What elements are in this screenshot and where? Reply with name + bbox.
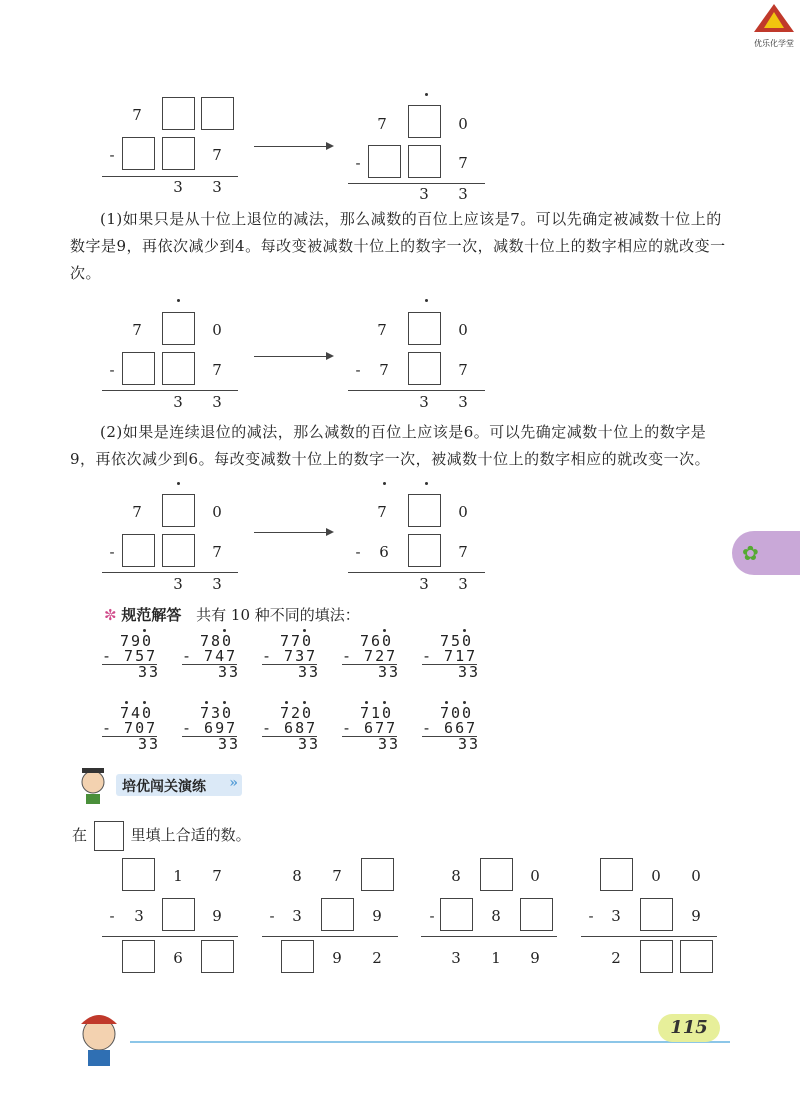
subtrahend: - 687 xyxy=(262,719,318,737)
carry-dot xyxy=(303,629,306,632)
blank-box[interactable] xyxy=(408,352,441,385)
explanation-2: (2)如果是连续退位的减法，那么减数的百位上应该是6。可以先确定减数十位上的数字是9，再依次减少到6。每改变减数十位上的数字一次，被减数十位上的数字相应的就改变一次。 xyxy=(70,423,711,468)
blank-box[interactable] xyxy=(408,312,441,345)
blank-box[interactable] xyxy=(122,352,155,385)
equation-line xyxy=(421,936,557,937)
carry-dot xyxy=(365,701,368,704)
subtrahend: - 697 xyxy=(182,719,238,737)
subtrahend: - 677 xyxy=(342,719,398,737)
minuend: 710 xyxy=(360,704,394,722)
blank-box[interactable] xyxy=(162,97,195,130)
logo-text: 优乐化学堂 xyxy=(754,39,794,48)
blank-box[interactable] xyxy=(122,137,155,170)
minuend: 720 xyxy=(280,704,314,722)
minuend: 700 xyxy=(440,704,474,722)
difference: 33 xyxy=(218,735,241,753)
minuend: 770 xyxy=(280,632,314,650)
difference: 33 xyxy=(378,663,401,681)
blank-box-sample xyxy=(94,821,124,851)
minuend: 790 xyxy=(120,632,154,650)
mascot-icon xyxy=(72,764,114,806)
subtrahend: - 727 xyxy=(342,647,398,665)
blank-box[interactable] xyxy=(520,898,553,931)
blank-box[interactable] xyxy=(640,940,673,973)
carry-dot xyxy=(223,629,226,632)
carry-dot xyxy=(425,93,428,96)
blank-box[interactable] xyxy=(640,898,673,931)
carry-dot xyxy=(383,701,386,704)
solution-item xyxy=(262,706,320,752)
carry-dot xyxy=(205,701,208,704)
blank-box[interactable] xyxy=(361,858,394,891)
difference: 33 xyxy=(458,663,481,681)
subtrahend: - 737 xyxy=(262,647,318,665)
solution-item xyxy=(182,634,240,680)
arrow xyxy=(254,356,332,357)
carry-dot xyxy=(285,701,288,704)
solution-item xyxy=(342,634,400,680)
difference: 33 xyxy=(218,663,241,681)
tab-icon: ✿ xyxy=(742,541,759,565)
difference: 33 xyxy=(378,735,401,753)
blank-box[interactable] xyxy=(162,534,195,567)
carry-dot xyxy=(425,482,428,485)
equation-line xyxy=(348,183,485,184)
publisher-logo xyxy=(752,2,796,46)
blank-box[interactable] xyxy=(408,145,441,178)
blank-box[interactable] xyxy=(162,494,195,527)
carry-dot xyxy=(383,629,386,632)
solution-item xyxy=(102,634,160,680)
minuend: 760 xyxy=(360,632,394,650)
difference: 33 xyxy=(138,735,161,753)
carry-dot xyxy=(177,299,180,302)
blank-box[interactable] xyxy=(122,940,155,973)
carry-dot xyxy=(463,629,466,632)
carry-dot xyxy=(425,299,428,302)
difference: 33 xyxy=(458,735,481,753)
minuend: 740 xyxy=(120,704,154,722)
answer-text: 共有 10 种不同的填法： xyxy=(196,606,360,624)
carry-dot xyxy=(125,701,128,704)
equation-line xyxy=(348,572,485,573)
chapter-tab xyxy=(732,531,800,575)
carry-dot xyxy=(143,629,146,632)
minuend: 730 xyxy=(200,704,234,722)
practice-label: 培优闯关演练 xyxy=(122,779,206,795)
difference: 33 xyxy=(138,663,161,681)
blank-box[interactable] xyxy=(321,898,354,931)
equation-line xyxy=(102,936,238,937)
blank-box[interactable] xyxy=(600,858,633,891)
equation-line xyxy=(262,936,398,937)
blank-box[interactable] xyxy=(201,940,234,973)
blank-box[interactable] xyxy=(162,898,195,931)
blank-box[interactable] xyxy=(680,940,713,973)
answer-heading xyxy=(104,604,360,625)
blank-box[interactable] xyxy=(162,312,195,345)
solution-item xyxy=(422,706,480,752)
solution-item xyxy=(102,706,160,752)
arrow xyxy=(254,146,332,147)
solution-item xyxy=(342,706,400,752)
carry-dot xyxy=(223,701,226,704)
subtrahend: - 667 xyxy=(422,719,478,737)
blank-box[interactable] xyxy=(408,534,441,567)
page-number: 115 xyxy=(658,1014,720,1042)
carry-dot xyxy=(383,482,386,485)
blank-box[interactable] xyxy=(201,97,234,130)
arrow xyxy=(254,532,332,533)
difference: 33 xyxy=(298,735,321,753)
blank-box[interactable] xyxy=(480,858,513,891)
solution-item xyxy=(182,706,240,752)
blank-box[interactable] xyxy=(122,858,155,891)
carry-dot xyxy=(445,701,448,704)
subtrahend: - 757 xyxy=(102,647,158,665)
practice-instruction: 在 里填上合适的数。 xyxy=(72,821,251,851)
solution-item xyxy=(422,634,480,680)
carry-dot xyxy=(463,701,466,704)
subtrahend: - 707 xyxy=(102,719,158,737)
footer-rule xyxy=(130,1041,730,1043)
flower-icon: ✼ xyxy=(104,606,117,624)
answer-label: 规范解答 xyxy=(121,606,182,624)
subtrahend: - 717 xyxy=(422,647,478,665)
equation-line xyxy=(102,572,238,573)
blank-box[interactable] xyxy=(162,137,195,170)
chevron-icon: » xyxy=(229,775,238,791)
minuend: 750 xyxy=(440,632,474,650)
equation-line xyxy=(102,176,238,177)
practice-banner xyxy=(116,774,242,796)
blank-box[interactable] xyxy=(162,352,195,385)
blank-box[interactable] xyxy=(368,145,401,178)
equation-line xyxy=(348,390,485,391)
carry-dot xyxy=(177,482,180,485)
blank-box[interactable] xyxy=(408,494,441,527)
carry-dot xyxy=(303,701,306,704)
blank-box[interactable] xyxy=(281,940,314,973)
blank-box[interactable] xyxy=(408,105,441,138)
carry-dot xyxy=(143,701,146,704)
solution-item xyxy=(262,634,320,680)
subtrahend: - 747 xyxy=(182,647,238,665)
minuend: 780 xyxy=(200,632,234,650)
blank-box[interactable] xyxy=(440,898,473,931)
footer-mascot-icon xyxy=(64,1008,134,1068)
equation-line xyxy=(581,936,717,937)
equation-line xyxy=(102,390,238,391)
blank-box[interactable] xyxy=(122,534,155,567)
explanation-1: (1)如果只是从十位上退位的减法，那么减数的百位上应该是7。可以先确定被减数十位上的数字是9，再依次减少到4。每改变被减数十位上的数字一次，减数十位上的数字相应的就改变一次。 xyxy=(70,210,726,282)
difference: 33 xyxy=(298,663,321,681)
